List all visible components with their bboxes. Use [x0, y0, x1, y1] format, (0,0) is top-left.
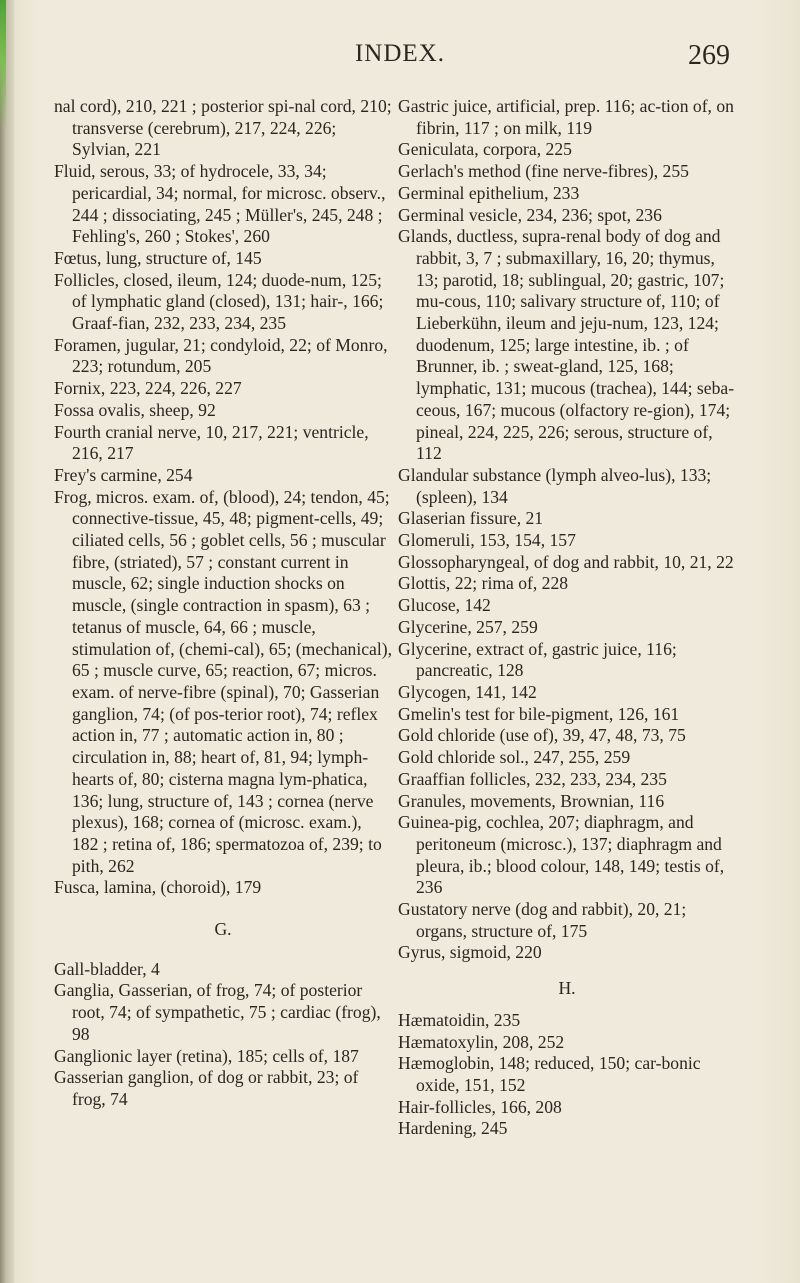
index-entry: Hair-follicles, 166, 208 [398, 1096, 562, 1117]
index-entry: Gall-bladder, 4 [54, 958, 160, 979]
index-entry: Gold chloride sol., 247, 255, 259 [398, 747, 631, 768]
index-entry: Glaserian fissure, 21 [398, 508, 544, 529]
index-entry: Fusca, lamina, (choroid), 179 [54, 877, 262, 898]
index-entry: Glycogen, 141, 142 [398, 681, 537, 702]
index-entry: Hæmatoxylin, 208, 252 [398, 1031, 565, 1052]
index-entry: Glottis, 22; rima of, 228 [398, 573, 569, 594]
index-entry: Ganglia, Gasserian, of frog, 74; of posterior root, 74; of sympathetic, 75 ; cardiac (frog), 98 [54, 980, 381, 1044]
index-entry: Gyrus, sigmoid, 220 [398, 942, 542, 963]
section-letter-h: H. [558, 978, 576, 999]
index-entry: Gold chloride (use of), 39, 47, 48, 73, 75 [398, 725, 686, 746]
index-entry: Hardening, 245 [398, 1118, 508, 1139]
index-entry: Gasserian ganglion, of dog or rabbit, 23; of frog, 74 [54, 1067, 359, 1109]
index-entry: Fourth cranial nerve, 10, 217, 221; ventricle, 216, 217 [54, 421, 369, 464]
index-entry: Germinal epithelium, 233 [398, 182, 580, 203]
index-entry: Fluid, serous, 33; of hydrocele, 33, 34; pericardial, 34; normal, for microsc. observ., 244 ; dissociating, 245 ; Müller's, 245, 248 ; Fehling's, 260 ; Stokes', 260 [54, 161, 386, 247]
index-entry: Glomeruli, 153, 154, 157 [398, 530, 576, 551]
index-entry: Foramen, jugular, 21; condyloid, 22; of Monro, 223; rotundum, 205 [54, 334, 388, 377]
index-entry: Glands, ductless, supra-renal body of dog and rabbit, 3, 7 ; submaxillary, 16, 20; thymus, 13; parotid, 18; sublingual, 20; gastric, 107; mu-cous, 110; salivary structure of, 110; of Lieberkühn, ileum and jeju-num, 123, 124; duodenum, 125; large intestine, ib. ; of Brunner, ib. ; sweat-gland, 125, 168; lymphatic, 131; mucous (trachea), 144; seba-ceous, 167; mucous (olfactory re-gion), 174; pineal, 224, 225, 226; serous, structure of, 112 [398, 226, 735, 464]
index-entry: Fornix, 223, 224, 226, 227 [54, 378, 242, 399]
index-entry: Follicles, closed, ileum, 124; duode-num, 125; of lymphatic gland (closed), 131; hair-, 166; Graaf-fian, 232, 233, 234, 235 [54, 269, 384, 334]
running-title: INDEX. [354, 40, 445, 67]
index-entry: Frog, micros. exam. of, (blood), 24; tendon, 45; connective-tissue, 45, 48; pigment-cells, 49; ciliated cells, 56 ; goblet cells, 56 ; muscular fibre, (striated), 57 ; constant current in muscle, 62; single induction shocks on muscle, (single contraction in spasm), 63 ; tetanus of muscle, 64, 66 ; muscle, stimulation of, (chemi-cal), 65; (mechanical), 65 ; muscle curve, 65; reaction, 67; micros. exam. of nerve-fibre (spinal), 70; Gasserian ganglion, 74; (of pos-terior root), 74; reflex action in, 77 ; automatic action in, 80 ; circulation in, 88; heart of, 81, 94; lymph-hearts of, 80; cisterna magna lym-phatica, 136; lung, structure of, 143 ; cornea (nerve plexus), 168; cornea of (microsc. exam.), 182 ; retina of, 186; spermatozoa of, 239; to pith, 262 [54, 486, 392, 876]
index-entry: Graaffian follicles, 232, 233, 234, 235 [398, 768, 667, 789]
book-spine-shadow [0, 0, 14, 1283]
index-entry: Frey's carmine, 254 [54, 464, 193, 485]
section-letter-g: G. [214, 919, 232, 940]
index-entry: Glossopharyngeal, of dog and rabbit, 10, 21, 22 [398, 551, 734, 572]
index-entry: Gastric juice, artificial, prep. 116; ac-tion of, on fibrin, 117 ; on milk, 119 [398, 96, 734, 138]
page-number: 269 [688, 40, 730, 71]
index-entry: Fœtus, lung, structure of, 145 [54, 247, 262, 268]
index-entry: Ganglionic layer (retina), 185; cells of, 187 [54, 1045, 359, 1066]
index-entry: Geniculata, corpora, 225 [398, 139, 572, 160]
index-entry: Gmelin's test for bile-pigment, 126, 161 [398, 703, 680, 724]
index-entry: Hæmatoidin, 235 [398, 1009, 521, 1030]
index-entry: Granules, movements, Brownian, 116 [398, 790, 665, 811]
index-entry: Germinal vesicle, 234, 236; spot, 236 [398, 204, 662, 225]
left-column [54, 96, 392, 1111]
index-entry: Glycerine, extract of, gastric juice, 116; pancreatic, 128 [398, 638, 677, 681]
index-entry: Guinea-pig, cochlea, 207; diaphragm, and peritoneum (microsc.), 137; diaphragm and pleura, ib.; blood colour, 148, 149; testis of, 236 [398, 812, 725, 898]
index-entry: Hæmoglobin, 148; reduced, 150; car-bonic oxide, 151, 152 [398, 1053, 701, 1095]
index-entry: Gerlach's method (fine nerve-fibres), 255 [398, 161, 689, 182]
index-entry: Glandular substance (lymph alveo-lus), 133; (spleen), 134 [398, 464, 712, 507]
right-column [398, 96, 736, 1140]
index-entry: Fossa ovalis, sheep, 92 [54, 399, 216, 420]
page-header [0, 40, 800, 80]
index-entry: nal cord), 210, 221 ; posterior spi-nal cord, 210; transverse (cerebrum), 217, 224, 226; Sylvian, 221 [54, 96, 392, 160]
index-entry: Glycerine, 257, 259 [398, 616, 538, 637]
index-entry: Gustatory nerve (dog and rabbit), 20, 21; organs, structure of, 175 [398, 899, 687, 941]
index-entry: Glucose, 142 [398, 595, 491, 616]
